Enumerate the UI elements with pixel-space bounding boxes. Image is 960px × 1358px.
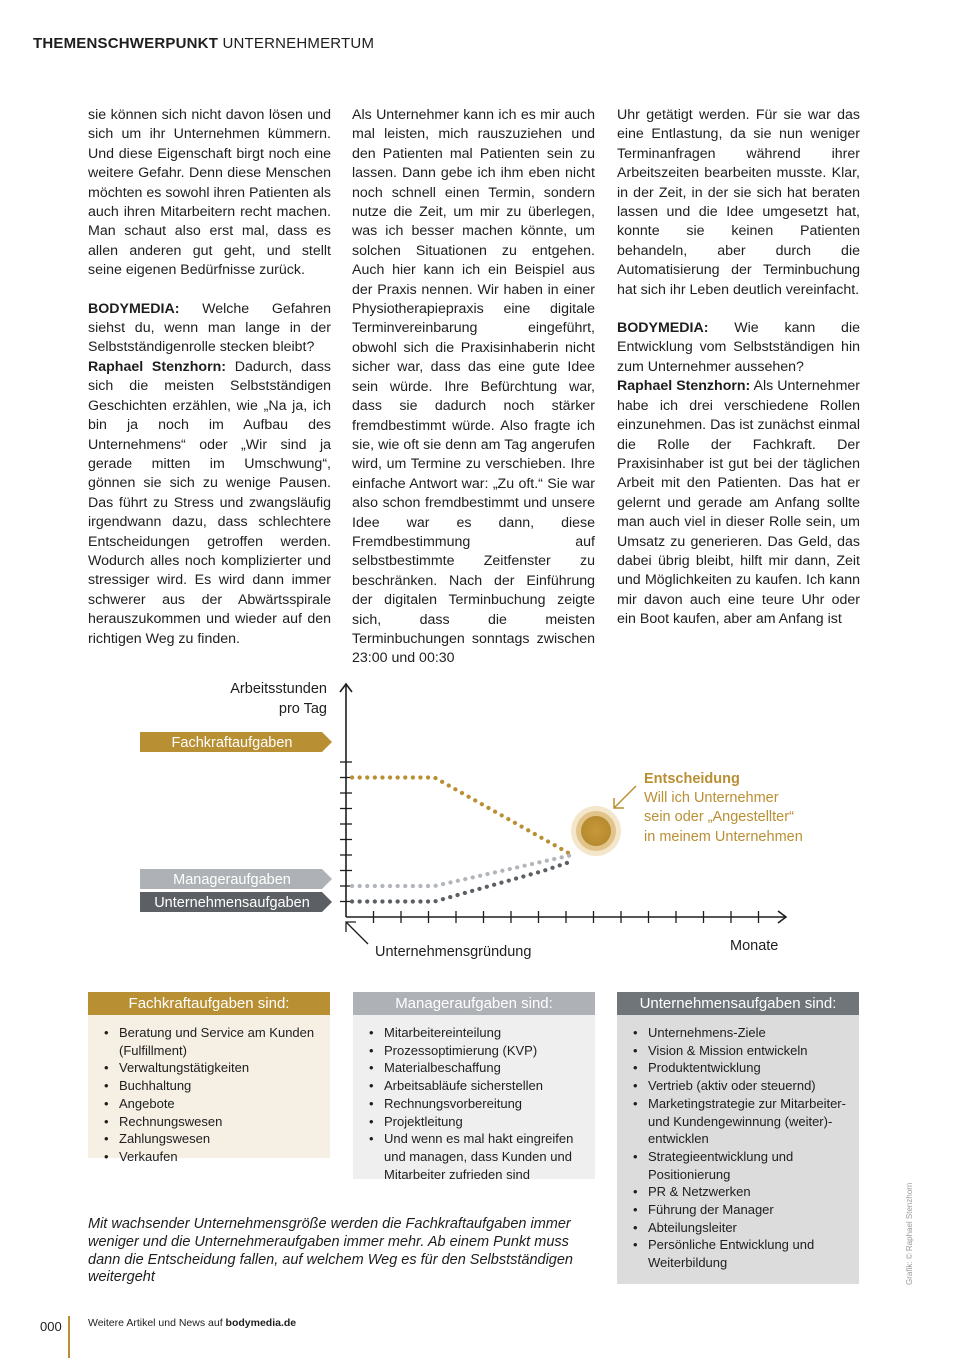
- footer-text: Weitere Artikel und News auf: [88, 1317, 226, 1329]
- task-item: • Buchhaltung: [102, 1077, 322, 1095]
- task-list: [367, 1024, 587, 1183]
- y-axis-label-line1: Arbeitsstunden: [230, 681, 327, 697]
- article-column-2: [352, 106, 595, 669]
- task-item: • Mitarbeitereinteilung: [367, 1024, 587, 1042]
- x-axis-label: Monate: [730, 938, 779, 954]
- section-header-bold: THEMENSCHWERPUNKT: [33, 35, 219, 52]
- series-tags: [140, 732, 332, 912]
- task-item: • Abteilungsleiter: [631, 1219, 851, 1237]
- box-title: Fachkraftaufgaben sind:: [88, 992, 330, 1015]
- task-item: • Angebote: [102, 1095, 322, 1113]
- paragraph: Uhr getätigt werden. Für sie war das eine Entlastung, da sie nun weniger Terminanfragen während ihrer Arbeitszeiten bearbeiten musste. Klar, in der Zeit, in der sie sich hat beraten lassen und die Idee umgesetzt hat, konnte sie keinen Patienten behandeln, aber durch die Automatisierung der Terminbuchung hat sich ihr Leben deutlich vereinfacht.: [617, 107, 860, 298]
- series-tag-label: Fachkraftaufgaben: [171, 735, 293, 751]
- decision-title: Entscheidung: [644, 771, 740, 787]
- task-item: • Materialbeschaffung: [367, 1059, 587, 1077]
- task-list: [631, 1024, 851, 1272]
- series-line: [352, 778, 572, 856]
- paragraph: Als Unternehmer kann ich es mir auch mal leisten, mich rauszuziehen und den Patienten mal Patienten sein zu lassen. Dann gebe ich ihm eben nicht noch schnell einen Termin, sondern nutze die Zeit, um mir zu überlegen, was ich besser machen könnte, um solchen Situationen zu entgehen. Auch hier kann ich ein Beispiel aus der Praxis nennen. Wir haben in einer Physiotherapiepraxis eine digitale Terminvereinbarung eingeführt, obwohl sich die Praxisinhaberin nicht sicher war, dass das eine gute Idee sein würde. Ihre Befürchtung war, dass sie dadurch noch stärker fremdbestimmt würde. Also fragte ich sie, wie oft sie denn am Tag angerufen wird, um Termine zu verschieben. Ihre einfache Antwort war: „Zu oft.“ Sie war also schon fremdbestimmt und unsere Idee war es dann, diese Fremdbestimmung auf selbstbestimmte Zeitfenster zu beschränken. Nach der Einführung der digitalen Terminbuchung zeigte sich, dass die meisten Terminbuchungen sonntags zwischen 23:00 und 00:30: [352, 107, 595, 667]
- task-item: • Produktentwicklung: [631, 1059, 851, 1077]
- decision-marker: [571, 806, 621, 856]
- box-title: Manageraufgaben sind:: [353, 992, 595, 1015]
- question-text: Welche Gefahren siehst du, wenn man lange in der Selbstständigenrolle stecken bleibt?: [88, 300, 331, 356]
- box-body: [88, 1015, 330, 1164]
- task-item: • Persönliche Entwicklung und Weiterbildung: [631, 1236, 851, 1271]
- series-tag-label: Unternehmensaufgaben: [154, 895, 310, 911]
- decision-arrow-icon: [614, 786, 636, 808]
- y-axis-label-line2: pro Tag: [278, 701, 327, 717]
- question-text: Wie kann die Entwicklung vom Selbstständigen hin zum Unternehmer aussehen?: [617, 320, 860, 375]
- footer-site-link[interactable]: bodymedia.de: [225, 1317, 297, 1329]
- box-body: [353, 1015, 595, 1182]
- answer-text: Dadurch, dass sich die meisten Selbstständigen Geschichten erzählen, wie „Na ja, ich bin ja noch im Aufbau des Unternehmens“ oder „Wir sind ja gerade mitten im Umschwung“, gönnen sie sich zu wenige Pausen. Das führt zu Stress und zwangsläufig irgendwann dazu, dass schlechtere Entscheidungen getroffen werden. Wodurch alles noch komplizierter und stressiger wird. Es wird dann immer schwerer aus der Abwärtsspirale herauszukommen und wieder auf den richtigen Weg zu finden.: [88, 358, 332, 647]
- decision-text-line2: sein oder „Angestellter“: [644, 809, 794, 825]
- task-item: • Zahlungswesen: [102, 1130, 322, 1148]
- role-development-chart: [0, 670, 960, 970]
- series-tag-label: Manageraufgaben: [173, 872, 291, 888]
- task-item: • Vertrieb (aktiv oder steuernd): [631, 1077, 851, 1095]
- task-item: • Unternehmens-Ziele: [631, 1024, 851, 1042]
- chart-series: [352, 778, 572, 902]
- decision-point: [581, 816, 611, 846]
- entrepreneur-tasks-box: [617, 992, 859, 1284]
- origin-arrow-icon: [346, 922, 368, 944]
- section-header-topic: UNTERNEHMERTUM: [222, 35, 375, 52]
- decision-text-line1: Will ich Unternehmer: [644, 790, 779, 806]
- page-number: 000: [40, 1319, 62, 1334]
- task-item: • PR & Netzwerken: [631, 1183, 851, 1201]
- chart-caption: Mit wachsender Unternehmensgröße werden die Fachkraftaufgaben immer weniger und die Unternehmeraufgaben immer mehr. Ab einem Punkt muss dann die Entscheidung fallen, auf welchem Weg es für den Selbstständigen weitergeht: [88, 1216, 573, 1286]
- task-item: • Vision & Mission entwickeln: [631, 1042, 851, 1060]
- article-column-3: [617, 106, 860, 630]
- question-speaker: BODYMEDIA:: [88, 300, 180, 317]
- series-line: [352, 861, 572, 901]
- box-title: Unternehmensaufgaben sind:: [617, 992, 859, 1015]
- task-item: • Und wenn es mal hakt eingreifen und managen, dass Kunden und Mitarbeiter zufrieden sind: [367, 1130, 587, 1183]
- interview-question: [88, 300, 331, 358]
- box-body: [617, 1015, 859, 1284]
- answer-speaker: Raphael Stenzhorn:: [88, 358, 227, 375]
- section-header: [33, 35, 374, 52]
- interview-answer: [617, 377, 860, 629]
- task-item: • Projektleitung: [367, 1113, 587, 1131]
- manager-tasks-box: [353, 992, 595, 1182]
- task-item: • Rechnungswesen: [102, 1113, 322, 1131]
- interview-answer: [88, 358, 331, 649]
- fachkraft-tasks-box: [88, 992, 330, 1164]
- task-item: • Strategieentwicklung und Positionierung: [631, 1148, 851, 1183]
- task-list: [102, 1024, 322, 1166]
- answer-speaker: Raphael Stenzhorn:: [617, 378, 751, 395]
- task-item: • Führung der Manager: [631, 1201, 851, 1219]
- footer-rule: [68, 1316, 70, 1358]
- article-column-1: [88, 106, 331, 649]
- interview-question: [617, 319, 860, 377]
- task-item: • Verkaufen: [102, 1148, 322, 1166]
- task-item: • Marketingstrategie zur Mitarbeiter- und Kundengewinnung (weiter)-entwicklen: [631, 1095, 851, 1148]
- decision-text-line3: in meinem Unternehmen: [644, 829, 803, 845]
- question-speaker: BODYMEDIA:: [617, 320, 709, 337]
- task-item: • Verwaltungstätigkeiten: [102, 1059, 322, 1077]
- task-item: • Prozessoptimierung (KVP): [367, 1042, 587, 1060]
- image-credit: Grafik: © Raphael Stenzhorn: [905, 1182, 914, 1285]
- origin-label: Unternehmensgründung: [375, 944, 532, 960]
- task-item: • Beratung und Service am Kunden (Fulfillment): [102, 1024, 322, 1059]
- answer-text: Als Unternehmer habe ich drei verschiedene Rollen einzunehmen. Das ist zunächst einmal die Rolle der Fachkraft. Der Praxisinhaber ist gut bei der täglichen Arbeit mit den Patienten. Das hat er gelernt und gerade am Anfang sollte man auch viel in dieser Rolle sein, um Umsatz zu generieren. Das Geld, das dabei übrig bleibt, hilft mir dann, Zeit und Möglichkeiten zu kaufen. Ich kann mir davon auch eine teure Uhr oder ein Boot kaufen, aber am Anfang ist: [617, 378, 861, 628]
- task-item: • Arbeitsabläufe sicherstellen: [367, 1077, 587, 1095]
- paragraph: sie können sich nicht davon lösen und sich um ihr Unternehmen kümmern. Und diese Eigenschaft birgt noch eine weitere Gefahr. Denn diese Menschen möchten es sowohl ihren Patienten als auch ihren Mitarbeitern recht machen. Man schaut also erst mal, dass es allen anderen gut geht, und stellt seine eigenen Bedürfnisse zurück.: [88, 107, 331, 279]
- footer-note: [88, 1317, 296, 1329]
- task-item: • Rechnungsvorbereitung: [367, 1095, 587, 1113]
